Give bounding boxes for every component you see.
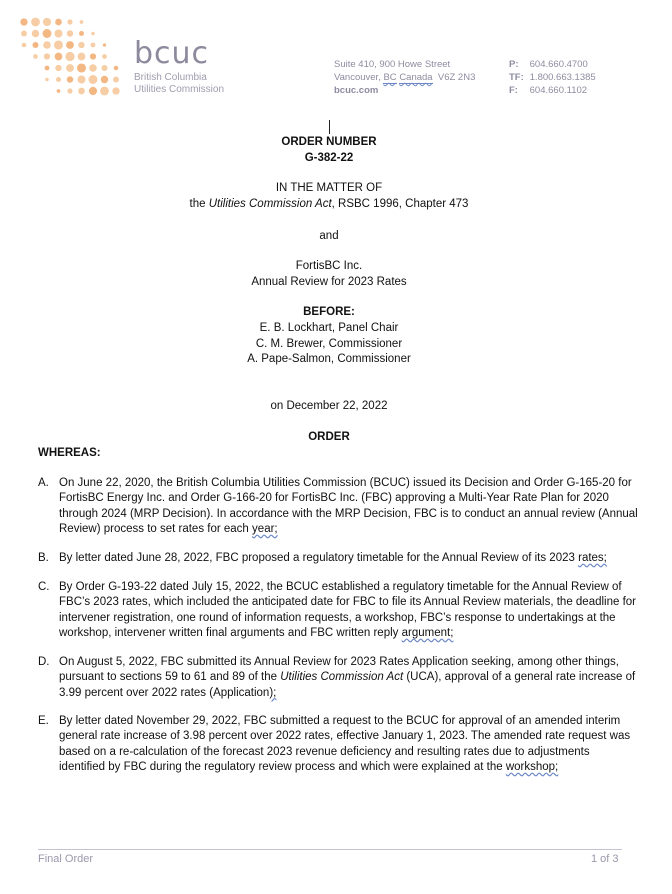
bcuc-logo bbox=[134, 36, 225, 96]
brand-subtitle bbox=[134, 72, 224, 96]
panel-member: E. B. Lockhart, Panel Chair bbox=[259, 322, 399, 334]
tollfree-line: TF: 1.800.663.1385 bbox=[509, 72, 596, 83]
panel-member: A. Pape-Salmon, Commissioner bbox=[247, 353, 411, 365]
brand-subtitle-line1: British Columbia bbox=[134, 72, 207, 83]
list-item: A. On June 22, 2020, the British Columbia Utilities Commission (BCUC) issued its Decision and Order G-165-20 for FortisBC Energy Inc. and Order G-166-20 for FortisBC Inc. (FBC) approving a Multi-Year Rate Plan for 2020 through 2024 (MRP Decision). In accordance with the MRP Decision, FBC is to conduct an annual review (Annual Review) process to set rates for each year; bbox=[38, 477, 638, 535]
order-heading: ORDER bbox=[308, 431, 350, 443]
address-block bbox=[334, 58, 475, 97]
before-label: BEFORE: bbox=[303, 306, 355, 318]
whereas-label: WHEREAS: bbox=[38, 447, 101, 459]
page-number: 1 of 3 bbox=[591, 853, 619, 865]
address-city-line: Vancouver, BC Canada V6Z 2N3 bbox=[334, 72, 476, 83]
and-text: and bbox=[319, 230, 339, 242]
brand-subtitle-line2: Utilities Commission bbox=[134, 84, 225, 95]
fax-line: F: 604.660.1102 bbox=[509, 85, 588, 96]
matter-line2: the Utilities Commission Act, RSBC 1996, Chapter 473 bbox=[189, 198, 469, 210]
footer-divider bbox=[38, 849, 622, 850]
address-street: Suite 410, 900 Howe Street bbox=[334, 59, 451, 70]
brand-name: bcuc bbox=[134, 36, 210, 71]
list-item: E. By letter dated November 29, 2022, FBC submitted a request to the BCUC for approval of an amended interim general rate increase of 3.98 percent over 2022 rates, effective January 1, 2023. The amended rate request was based on a re-calculation of the forecast 2023 revenue deficiency and resulting rates due to adjustments identified by FBC during the regulatory review process and which were explained at the workshop; bbox=[38, 715, 631, 773]
list-item: D. On August 5, 2022, FBC submitted its Annual Review for 2023 Rates Application seeking, among other things, pursuant to sections 59 to 61 and 89 of the Utilities Commission Act (UCA), approval of a general rate increase of 3.99 percent over 2022 rates (Application); bbox=[38, 656, 636, 699]
party-name: FortisBC Inc. bbox=[295, 260, 363, 272]
footer-label: Final Order bbox=[38, 853, 94, 865]
order-number: G-382-22 bbox=[304, 152, 354, 164]
subject: Annual Review for 2023 Rates bbox=[251, 276, 407, 288]
contact-numbers bbox=[509, 58, 596, 97]
phone-line: P: 604.660.4700 bbox=[509, 59, 588, 70]
order-date: on December 22, 2022 bbox=[270, 400, 388, 412]
panel-member: C. M. Brewer, Commissioner bbox=[255, 338, 403, 350]
text-cursor bbox=[329, 120, 330, 134]
order-title: ORDER NUMBER bbox=[281, 136, 377, 148]
website: bcuc.com bbox=[334, 85, 379, 96]
bcuc-logo-dots bbox=[18, 16, 128, 106]
list-item: C. By Order G-193-22 dated July 15, 2022, the BCUC established a regulatory timetable for the Annual Review of FBC’s 2023 rates, which included the anticipated date for FBC to file its Annual Review materials, the deadline for intervener registration, one round of information requests, a workshop, FBC’s response to undertakings at the workshop, intervener written final arguments and FBC written reply argument; bbox=[38, 581, 637, 639]
list-item: B. By letter dated June 28, 2022, FBC proposed a regulatory timetable for the Annual Review of its 2023 rates; bbox=[38, 552, 607, 564]
matter-line1: IN THE MATTER OF bbox=[275, 182, 383, 194]
